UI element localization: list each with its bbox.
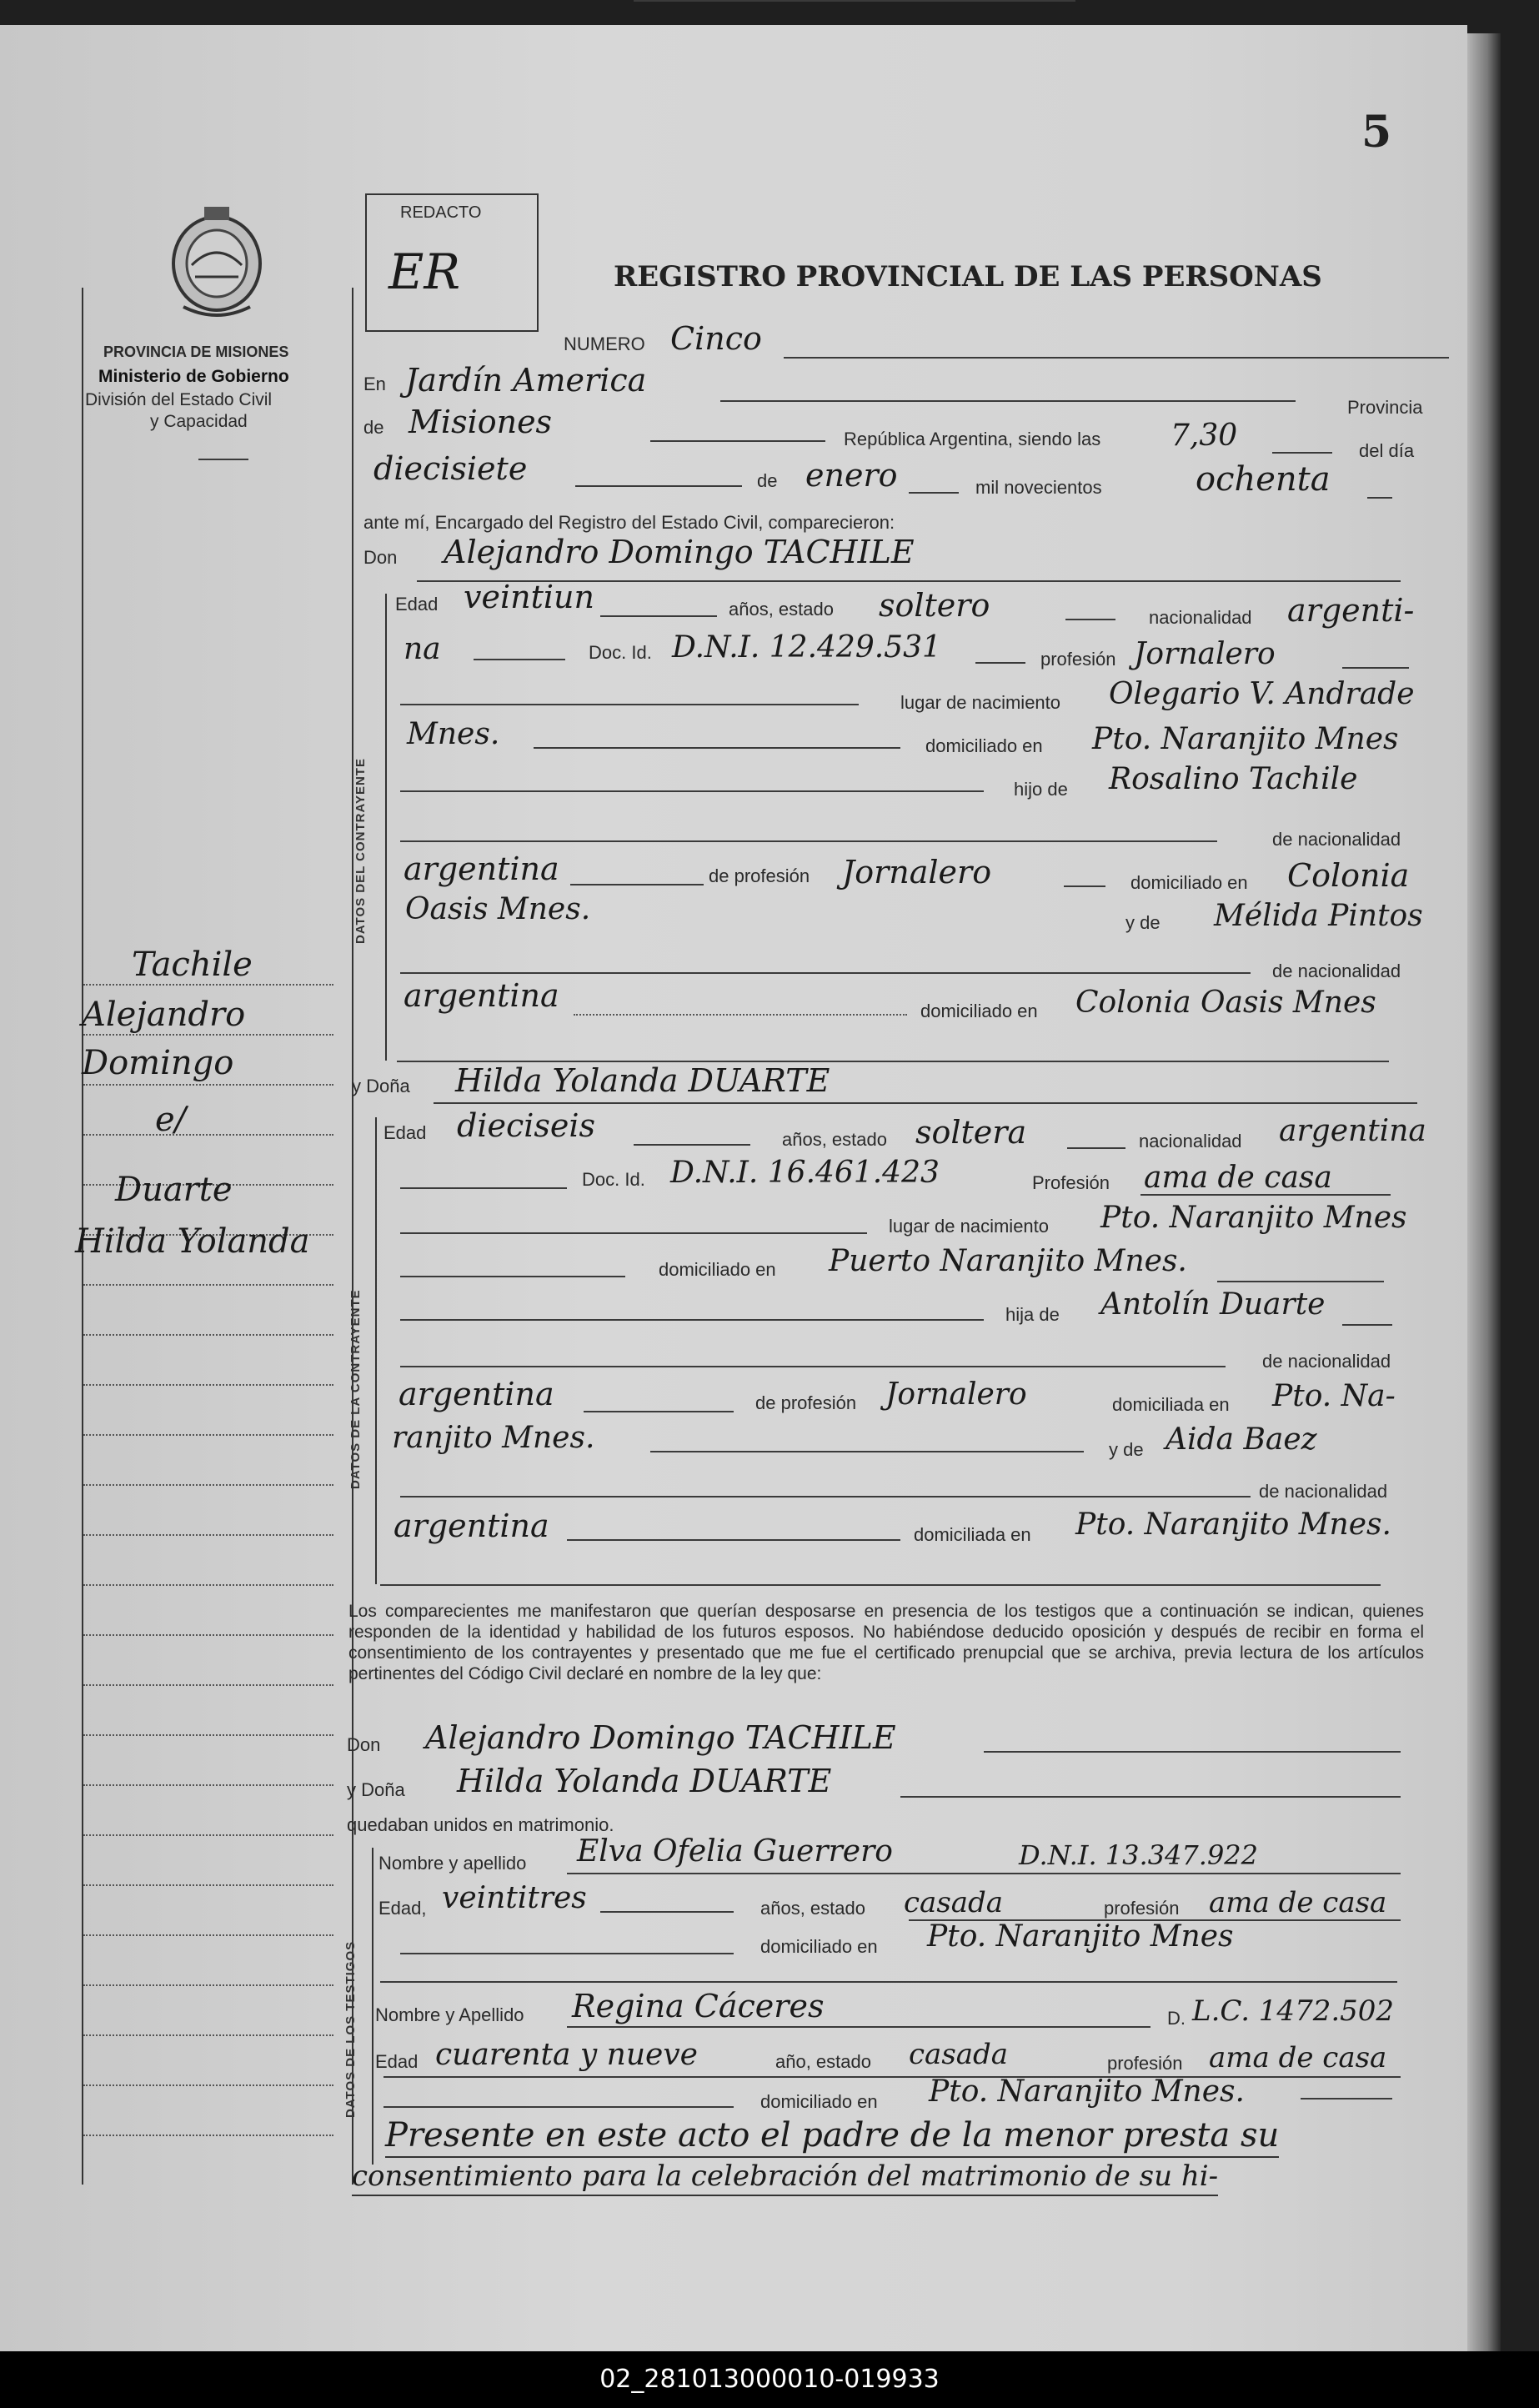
t1-nombre-value: Elva Ofelia Guerrero	[577, 1834, 893, 1869]
rule	[575, 485, 742, 487]
de-nac-label-2: de nacionalidad	[1262, 1351, 1391, 1372]
del-dia-label: del día	[1359, 440, 1415, 461]
padre-prof-value-2: Jornalero	[885, 1377, 1027, 1412]
margin-rule	[83, 1584, 333, 1586]
hora-value: 7,30	[1171, 419, 1238, 453]
rule	[634, 0, 1075, 2]
nacionalidad-label: nacionalidad	[1149, 607, 1252, 628]
edad-value-2: dieciseis	[457, 1107, 596, 1144]
redacto-label: REDACTO	[400, 203, 482, 222]
rule	[634, 1144, 750, 1146]
lugar-nac-value-1: Olegario V. Andrade	[1109, 677, 1415, 711]
page-title: REGISTRO PROVINCIAL DE LAS PERSONAS	[614, 260, 1322, 293]
rule	[600, 1911, 734, 1913]
note-line1: Presente en este acto el padre de la menor presta su	[385, 2116, 1279, 2158]
nacionalidad-value-2: na	[404, 632, 441, 666]
rule	[400, 1187, 567, 1189]
rule	[584, 1411, 734, 1412]
numero-label: NUMERO	[564, 334, 645, 354]
rule	[975, 662, 1025, 664]
lugar-value: Jardín America	[405, 362, 647, 399]
form-left-line	[352, 288, 353, 2185]
t2-estado-label: año, estado	[775, 2051, 871, 2072]
contrayenta-side-label: DATOS DE LA CONTRAYENTE	[348, 1289, 363, 1489]
contrayente-bracket	[385, 594, 387, 1061]
edad-label-2: Edad	[383, 1122, 427, 1143]
dia-value: diecisiete	[373, 450, 528, 487]
doc-value: D.N.I. 12.429.531	[672, 630, 941, 665]
rule	[400, 704, 859, 705]
margin-note-line1: Tachile	[132, 946, 253, 984]
de-nac-label: de nacionalidad	[1272, 829, 1401, 850]
redacto-box	[365, 193, 539, 332]
anio-value: ochenta	[1196, 460, 1331, 499]
republica-label: República Argentina, siendo las	[844, 429, 1101, 449]
domicilio-value: Pto. Naranjito Mnes	[1092, 722, 1399, 756]
lugar-nac-value-2: Mnes.	[407, 717, 500, 751]
mil-label: mil novecientos	[975, 477, 1102, 498]
estado-label: años, estado	[729, 599, 834, 620]
lugar-nac-value-3: Pto. Naranjito Mnes	[1100, 1201, 1407, 1235]
edad-label: Edad	[395, 594, 439, 615]
madre-de-nac-label: de nacionalidad	[1272, 961, 1401, 981]
t2-prof-label: profesión	[1107, 2053, 1183, 2074]
rule	[1342, 667, 1409, 669]
rule	[900, 1796, 1401, 1798]
padre-dom-label: domiciliado en	[1130, 872, 1248, 893]
note-line2: consentimiento para la celebración del matrimonio de su hi-	[352, 2160, 1218, 2196]
doc-value-2: D.N.I. 16.461.423	[670, 1156, 940, 1190]
decl-dona-value: Hilda Yolanda DUARTE	[457, 1763, 832, 1799]
t1-dom-label: domiciliado en	[760, 1936, 878, 1957]
profesion-label-2: Profesión	[1032, 1172, 1110, 1193]
rule	[567, 1539, 900, 1541]
margin-note-line5: Duarte	[115, 1171, 233, 1209]
de-mes-label: de	[757, 470, 778, 491]
rule	[1342, 1324, 1392, 1326]
t2-prof-value: ama de casa	[1209, 2041, 1387, 2074]
padre-dom-value-2: Oasis Mnes.	[405, 892, 591, 926]
rule	[434, 1102, 1417, 1104]
de-prof-label: de profesión	[709, 865, 810, 886]
t1-estado-value: casada	[904, 1886, 1004, 1919]
rule	[383, 2076, 1401, 2078]
rule	[1067, 1147, 1125, 1149]
margin-note-line4: e/	[155, 1101, 187, 1139]
padre-dom-label-2: domiciliada en	[1112, 1394, 1230, 1415]
rule	[784, 357, 1449, 359]
margin-rule	[83, 1884, 333, 1886]
t1-prof-value: ama de casa	[1209, 1886, 1387, 1919]
rule	[720, 400, 1296, 402]
division-line2: y Capacidad	[150, 412, 248, 431]
rule	[400, 1366, 1226, 1367]
t2-dom-label: domiciliado en	[760, 2091, 878, 2112]
rule	[400, 1953, 734, 1954]
margin-rule	[83, 1384, 333, 1386]
margin-rule	[83, 2084, 333, 2086]
en-label: En	[363, 374, 386, 394]
header-divider	[198, 459, 248, 460]
t2-edad-value: cuarenta y nueve	[435, 2038, 698, 2072]
rule	[574, 1014, 907, 1016]
decl-dona-label: y Doña	[347, 1779, 405, 1800]
t1-edad-label: Edad,	[378, 1898, 427, 1919]
rule	[1217, 1281, 1384, 1282]
decl-don-value: Alejandro Domingo TACHILE	[425, 1719, 896, 1756]
mes-value: enero	[805, 457, 898, 494]
testigos-side-label: DATOS DE LOS TESTIGOS	[343, 1940, 358, 2118]
t2-nombre-value: Regina Cáceres	[572, 1988, 825, 2024]
padre-nac-value: argentina	[404, 850, 559, 887]
t2-nombre-label: Nombre y Apellido	[375, 2004, 524, 2025]
madre-de-nac-label-2: de nacionalidad	[1259, 1481, 1388, 1502]
unidos-label: quedaban unidos en matrimonio.	[347, 1814, 614, 1835]
ante-label: ante mí, Encargado del Registro del Estado Civil, comparecieron:	[363, 512, 895, 533]
domicilio-value-2: Puerto Naranjito Mnes.	[829, 1244, 1187, 1278]
padre-dom-value-3: Pto. Na-	[1272, 1379, 1396, 1413]
rule	[400, 840, 1217, 842]
rule	[474, 659, 565, 660]
rule	[383, 2106, 734, 2108]
province-name: PROVINCIA DE MISIONES	[103, 344, 289, 360]
margin-rule	[83, 1084, 333, 1086]
edad-value: veintiun	[464, 579, 594, 615]
don-label: Don	[363, 547, 398, 568]
t2-doc-label: D.	[1167, 2008, 1186, 2029]
rule	[400, 1319, 984, 1321]
margin-rule	[83, 1934, 333, 1936]
margin-rule	[83, 1834, 333, 1836]
t2-dom-value: Pto. Naranjito Mnes.	[929, 2074, 1245, 2109]
contrayenta-nombre: Hilda Yolanda DUARTE	[455, 1062, 830, 1099]
padre-value: Rosalino Tachile	[1109, 762, 1358, 796]
margin-note-line3: Domingo	[82, 1044, 234, 1082]
madre-dom-label: domiciliado en	[920, 1001, 1038, 1021]
margin-rule	[83, 1434, 333, 1436]
de-prof-label-2: de profesión	[755, 1392, 857, 1413]
padre-dom-value-1: Colonia	[1287, 857, 1410, 894]
margin-rule	[83, 1984, 333, 1986]
nacionalidad-value-3: argentina	[1279, 1114, 1426, 1148]
padre-prof-value: Jornalero	[842, 854, 992, 890]
madre-nac-value-2: argentina	[394, 1508, 549, 1544]
rule	[1065, 619, 1115, 620]
margin-rule	[83, 1534, 333, 1536]
madre-nac-value: argentina	[404, 977, 559, 1014]
provincia-label: Provincia	[1347, 397, 1423, 418]
page-number: 5	[1361, 107, 1392, 158]
contrayente-nombre: Alejandro Domingo TACHILE	[444, 534, 915, 570]
t2-edad-label: Edad	[375, 2051, 419, 2072]
rule	[1272, 452, 1332, 454]
dona-label: y Doña	[352, 1076, 410, 1096]
contrayenta-bracket	[375, 1117, 377, 1584]
madre-dom-label-2: domiciliada en	[914, 1524, 1031, 1545]
lugar-nac-label: lugar de nacimiento	[900, 692, 1061, 713]
rule	[600, 615, 717, 617]
padre-nac-value-2: argentina	[399, 1376, 554, 1412]
estado-value-2: soltera	[915, 1114, 1027, 1151]
y-de-label: y de	[1125, 912, 1161, 933]
margin-rule	[83, 1284, 333, 1286]
profesion-value-2: ama de casa	[1144, 1161, 1332, 1195]
rule	[400, 972, 1251, 974]
coat-of-arms-icon	[158, 190, 275, 328]
t1-doc-value: D.N.I. 13.347.922	[1019, 1839, 1259, 1871]
padre-dom-value-4: ranjito Mnes.	[392, 1421, 595, 1455]
margin-rule	[83, 1034, 333, 1036]
rule	[400, 1232, 867, 1234]
hijo-label: hijo de	[1014, 779, 1068, 800]
division-line1: División del Estado Civil	[85, 390, 273, 409]
madre-dom-value-2: Pto. Naranjito Mnes.	[1075, 1508, 1391, 1542]
rule	[650, 1451, 1084, 1452]
nacionalidad-value-1: argenti-	[1287, 592, 1415, 629]
rule	[909, 492, 959, 494]
margin-note-line6: Hilda Yolanda	[75, 1222, 310, 1261]
margin-rule	[83, 1734, 333, 1736]
rule	[650, 440, 825, 442]
page-edge	[1467, 33, 1501, 2360]
contrayente-side-label: DATOS DEL CONTRAYENTE	[353, 758, 368, 944]
domicilio-label-2: domiciliado en	[659, 1259, 776, 1280]
image-code-label: 02_281013000010-019933	[0, 2351, 1539, 2408]
padre-value-2: Antolín Duarte	[1100, 1287, 1326, 1322]
y-de-label-2: y de	[1109, 1439, 1144, 1460]
margin-rule	[83, 984, 333, 986]
redacto-initials: ER	[389, 243, 461, 300]
t2-estado-value: casada	[909, 2038, 1009, 2071]
numero-value: Cinco	[670, 320, 762, 357]
rule	[1140, 1194, 1391, 1196]
rule	[400, 790, 984, 792]
doc-label-2: Doc. Id.	[582, 1169, 645, 1190]
de-label: de	[363, 417, 384, 438]
t1-edad-value: veintitres	[442, 1881, 587, 1915]
rule	[380, 1981, 1397, 1983]
t1-prof-label: profesión	[1104, 1898, 1180, 1919]
hija-label: hija de	[1005, 1304, 1060, 1325]
margin-rule	[83, 1334, 333, 1336]
margin-rule	[83, 1484, 333, 1486]
profesion-label: profesión	[1040, 649, 1116, 670]
ministry-name: Ministerio de Gobierno	[98, 367, 289, 386]
rule	[567, 2026, 1150, 2028]
rule	[1064, 885, 1105, 887]
margin-rule	[83, 1784, 333, 1786]
doc-label: Doc. Id.	[589, 642, 652, 663]
estado-value: soltero	[879, 587, 990, 624]
lugar-nac-label-2: lugar de nacimiento	[889, 1216, 1050, 1237]
rule	[567, 1873, 1401, 1874]
margin-rule	[83, 2135, 333, 2136]
declaration-text: Los comparecientes me manifestaron que querían desposarse en presencia de los testigos que a continuación se indican, quienes responden de la identidad y habilidad de los futuros esposos. No habiéndose deducido oposición y después de recibir en forma el consentimiento de los contrayentes y presentado que me fue el certificado prenupcial que se archiva, previa lectura de los artículos pertinentes del Código Civil declaré en nombre de la ley que:	[348, 1602, 1424, 1683]
profesion-value: Jornalero	[1134, 637, 1276, 671]
madre-value-2: Aida Baez	[1166, 1422, 1317, 1457]
margin-rule	[83, 1134, 333, 1136]
margin-rule	[83, 1684, 333, 1686]
nacionalidad-label-2: nacionalidad	[1139, 1131, 1242, 1151]
rule	[400, 1496, 1251, 1497]
estado-label-2: años, estado	[782, 1129, 887, 1150]
decl-don-label: Don	[347, 1734, 381, 1755]
t1-estado-label: años, estado	[760, 1898, 865, 1919]
t2-doc-value: L.C. 1472.502	[1192, 1994, 1395, 2028]
domicilio-label: domiciliado en	[925, 735, 1043, 756]
rule	[400, 1276, 625, 1277]
margin-rule	[83, 2034, 333, 2036]
rule	[984, 1751, 1401, 1753]
t1-dom-value: Pto. Naranjito Mnes	[927, 1919, 1234, 1954]
rule	[534, 747, 900, 749]
rule	[1301, 2098, 1392, 2099]
testigos-bracket	[372, 1848, 373, 2165]
provincia-value: Misiones	[409, 404, 553, 440]
madre-value: Mélida Pintos	[1214, 899, 1423, 933]
rule	[1367, 497, 1392, 499]
rule	[570, 884, 704, 885]
t1-nombre-label: Nombre y apellido	[378, 1853, 527, 1874]
madre-dom-value: Colonia Oasis Mnes	[1075, 986, 1376, 1020]
rule	[380, 1584, 1381, 1586]
margin-note-line2: Alejandro	[82, 996, 246, 1034]
margin-rule	[83, 1634, 333, 1636]
